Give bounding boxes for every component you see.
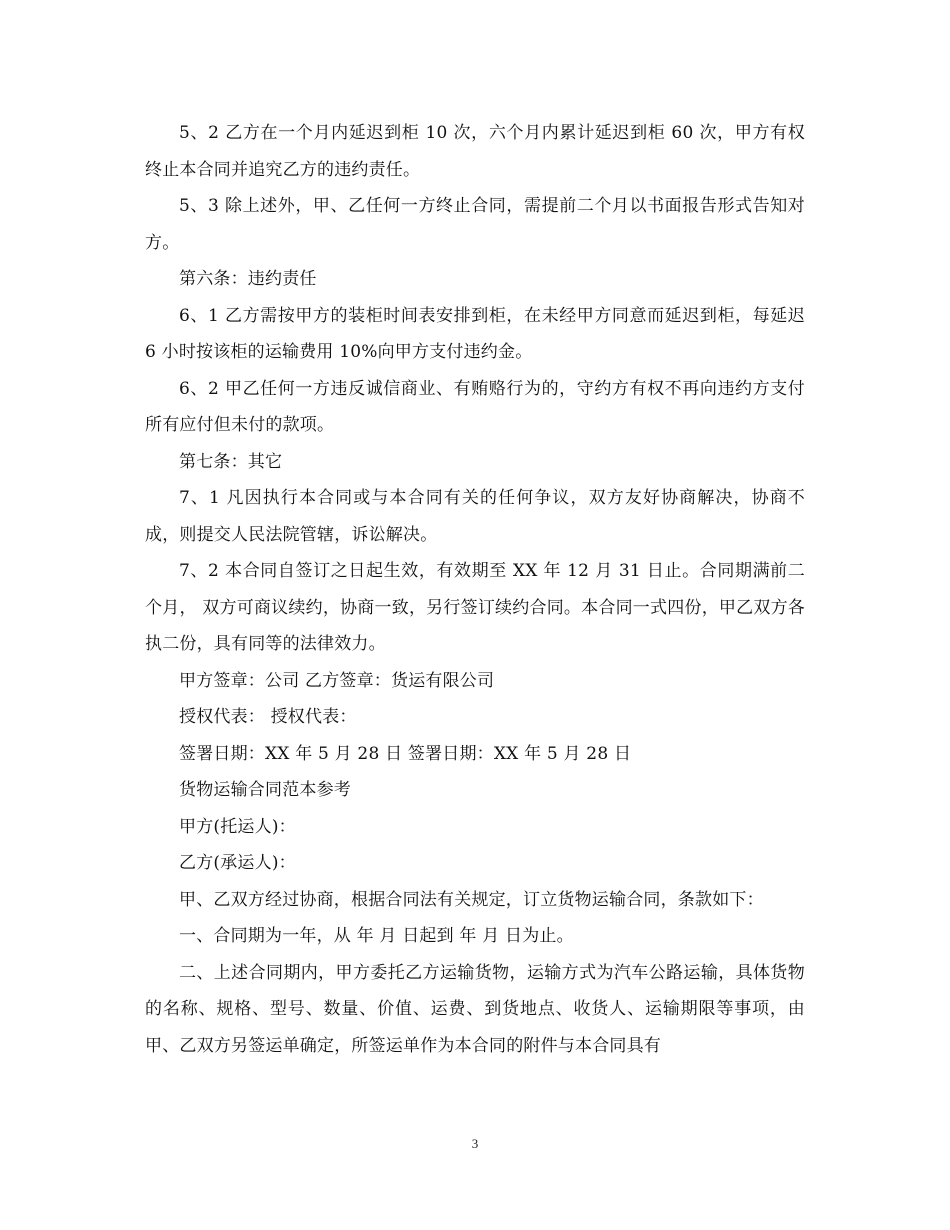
clause-7-2: 7、2 本合同自签订之日起生效，有效期至 XX 年 12 月 31 日止。合同期满前二个月， 双方可商议续约，协商一致，另行签订续约合同。本合同一式四份，甲乙双方各执二份，具有同等的法律效力。 (145, 561, 805, 654)
term-clause-1: 一、合同期为一年，从 年 月 日起到 年 月 日为止。 (179, 926, 574, 946)
signing-date-line: 签署日期：XX 年 5 月 28 日 签署日期：XX 年 5 月 28 日 (179, 743, 632, 764)
document-body (145, 115, 805, 1064)
party-b-carrier: 乙方(承运人)： (179, 853, 296, 873)
clause-5-2: 5、2 乙方在一个月内延迟到柜 10 次，六个月内累计延迟到柜 60 次，甲方有权终止本合同并追究乙方的违约责任。 (145, 123, 805, 180)
clause-7-1: 7、1 凡因执行本合同或与本合同有关的任何争议，双方友好协商解决，协商不成，则提交人民法院管辖，诉讼解决。 (145, 488, 805, 545)
clause-6-2: 6、2 甲乙任何一方违反诚信商业、有贿赂行为的，守约方有权不再向违约方支付所有应付但未付的款项。 (145, 378, 805, 435)
signature-line: 甲方签章：公司 乙方签章：货运有限公司 (179, 670, 495, 691)
page-number: 3 (471, 1136, 479, 1151)
article-6-heading: 第六条：违约责任 (179, 269, 317, 289)
clause-5-3: 5、3 除上述外，甲、乙任何一方终止合同，需提前二个月以书面报告形式告知对方。 (145, 196, 805, 253)
clause-6-1: 6、1 乙方需按甲方的装柜时间表安排到柜，在未经甲方同意而延迟到柜，每延迟 6 小时按该柜的运输费用 10%向甲方支付违约金。 (145, 305, 805, 362)
representative-line: 授权代表： 授权代表： (179, 707, 357, 727)
party-a-shipper: 甲方(托运人)： (179, 816, 296, 837)
term-clause-2: 二、上述合同期内，甲方委托乙方运输货物，运输方式为汽车公路运输，具体货物的名称、规格、型号、数量、价值、运费、到货地点、收货人、运输期限等事项，由甲、乙双方另签运单确定，所签运单作为本合同的附件与本合同具有 (145, 962, 805, 1056)
contract-preamble: 甲、乙双方经过协商，根据合同法有关规定，订立货物运输合同，条款如下： (179, 889, 764, 910)
contract-template-title: 货物运输合同范本参考 (179, 780, 351, 800)
article-7-heading: 第七条：其它 (179, 451, 283, 472)
